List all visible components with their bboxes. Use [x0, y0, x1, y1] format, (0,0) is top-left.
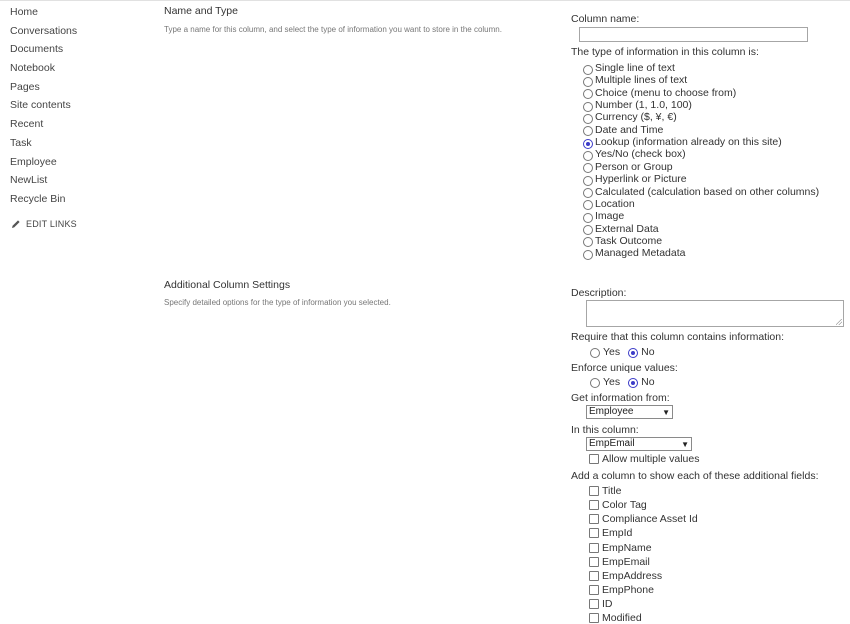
type-radio[interactable]	[583, 163, 593, 173]
additional-field-checkbox[interactable]	[589, 486, 599, 496]
resize-handle[interactable]	[836, 319, 842, 325]
type-option-label: Location	[595, 197, 635, 210]
additional-field-checkbox[interactable]	[589, 613, 599, 623]
unique-radio-group	[590, 375, 663, 388]
type-radio[interactable]	[583, 188, 593, 198]
section-description: Specify detailed options for the type of information you selected.	[164, 298, 391, 307]
additional-field-checkbox[interactable]	[589, 543, 599, 553]
type-option-label: Currency ($, ¥, €)	[595, 111, 677, 124]
unique-label: Enforce unique values:	[571, 362, 678, 374]
additional-field-label: Compliance Asset Id	[602, 513, 698, 526]
type-option-label: Person or Group	[595, 160, 673, 173]
type-option[interactable]	[583, 186, 819, 198]
additional-field-label: Modified	[602, 612, 642, 624]
type-option[interactable]	[583, 235, 662, 247]
get-info-from-value: Employee	[589, 406, 634, 417]
additional-field-option[interactable]	[589, 499, 647, 511]
type-option[interactable]	[583, 111, 677, 123]
additional-field-label: EmpPhone	[602, 584, 654, 597]
type-option-label: Managed Metadata	[595, 247, 686, 260]
type-radio[interactable]	[583, 126, 593, 136]
type-option[interactable]	[583, 247, 685, 259]
type-label: The type of information in this column is:	[571, 46, 759, 58]
additional-field-checkbox[interactable]	[589, 500, 599, 510]
type-option[interactable]	[583, 136, 782, 148]
type-radio[interactable]	[583, 250, 593, 260]
name-and-type-section	[164, 5, 514, 35]
nav-item-recent[interactable]: Recent	[10, 118, 44, 131]
type-option-label: Yes/No (check box)	[595, 148, 686, 161]
type-option-label: Date and Time	[595, 123, 664, 136]
type-radio[interactable]	[583, 237, 593, 247]
type-option[interactable]	[583, 74, 687, 86]
unique-yes-radio[interactable]	[590, 378, 600, 388]
in-this-column-value: EmpEmail	[589, 438, 635, 449]
additional-settings-section	[164, 279, 514, 308]
type-radio[interactable]	[583, 102, 593, 112]
in-this-column-label: In this column:	[571, 424, 639, 436]
in-this-column-select[interactable]	[586, 437, 692, 451]
type-option[interactable]	[583, 223, 659, 235]
type-option-label: External Data	[595, 222, 659, 235]
additional-field-option[interactable]	[589, 612, 642, 624]
type-option-label: Hyperlink or Picture	[595, 173, 687, 186]
type-option[interactable]	[583, 87, 736, 99]
description-label: Description:	[571, 287, 627, 299]
type-option-label: Choice (menu to choose from)	[595, 86, 737, 99]
type-radio[interactable]	[583, 225, 593, 235]
type-option-label: Single line of text	[595, 62, 675, 74]
additional-field-label: EmpId	[602, 527, 633, 540]
pencil-icon	[11, 219, 21, 229]
get-info-from-select[interactable]	[586, 405, 673, 419]
type-radio[interactable]	[583, 213, 593, 223]
require-label: Require that this column contains information:	[571, 331, 785, 343]
unique-yes-option[interactable]	[590, 375, 620, 388]
type-option[interactable]	[583, 173, 687, 185]
section-title: Additional Column Settings	[164, 279, 291, 291]
additional-field-label: Title	[602, 485, 622, 497]
section-description: Type a name for this column, and select the type of information you want to store in the column.	[164, 25, 502, 34]
type-radio[interactable]	[583, 77, 593, 87]
type-radio[interactable]	[583, 176, 593, 186]
allow-multiple-checkbox[interactable]	[589, 454, 599, 464]
require-yes-label: Yes	[603, 345, 621, 358]
column-name-input[interactable]	[579, 27, 808, 42]
type-option[interactable]	[583, 198, 635, 210]
nav-item-documents[interactable]: Documents	[10, 43, 64, 56]
type-option-label: Number (1, 1.0, 100)	[595, 99, 692, 112]
additional-field-label: EmpAddress	[602, 569, 663, 582]
type-radio[interactable]	[583, 139, 593, 149]
require-yes-option[interactable]	[590, 345, 620, 358]
additional-field-checkbox[interactable]	[589, 585, 599, 595]
require-radio-group	[590, 345, 663, 358]
type-option[interactable]	[583, 148, 686, 160]
additional-field-option[interactable]	[589, 598, 613, 610]
unique-no-option[interactable]	[628, 375, 654, 388]
nav-item-recycle-bin[interactable]: Recycle Bin	[10, 192, 66, 205]
nav-item-conversations[interactable]: Conversations	[10, 24, 78, 37]
require-no-option[interactable]	[628, 345, 654, 358]
additional-field-label: EmpEmail	[602, 555, 650, 568]
get-info-from-label: Get information from:	[571, 392, 670, 404]
type-option[interactable]	[583, 99, 692, 111]
additional-field-option[interactable]	[589, 570, 662, 582]
additional-field-checkbox[interactable]	[589, 557, 599, 567]
type-option-label: Task Outcome	[595, 234, 663, 247]
allow-multiple-option[interactable]	[589, 453, 699, 465]
additional-field-checkbox[interactable]	[589, 599, 599, 609]
additional-field-label: ID	[602, 598, 613, 611]
edit-links-label: EDIT LINKS	[26, 219, 77, 229]
section-title: Name and Type	[164, 5, 238, 17]
unique-no-label: No	[641, 375, 655, 388]
require-no-radio[interactable]	[628, 348, 638, 358]
type-radio[interactable]	[583, 89, 593, 99]
nav-item-newlist[interactable]: NewList	[10, 174, 48, 187]
nav-item-task[interactable]: Task	[10, 136, 32, 149]
additional-field-option[interactable]	[589, 485, 621, 497]
column-name-label: Column name:	[571, 13, 640, 25]
unique-yes-label: Yes	[603, 375, 621, 388]
nav-item-home[interactable]: Home	[10, 6, 39, 18]
nav-item-employee[interactable]: Employee	[10, 155, 57, 168]
type-radio[interactable]	[583, 114, 593, 124]
additional-field-label: Color Tag	[602, 499, 647, 512]
type-option[interactable]	[583, 161, 673, 173]
chevron-down-icon: ▼	[681, 440, 689, 449]
type-option[interactable]	[583, 210, 624, 222]
top-divider	[0, 0, 850, 1]
additional-field-checkbox[interactable]	[589, 514, 599, 524]
type-radio[interactable]	[583, 200, 593, 210]
nav-item-pages[interactable]: Pages	[10, 80, 40, 93]
left-navigation	[10, 3, 150, 209]
type-option[interactable]	[583, 62, 675, 74]
additional-field-option[interactable]	[589, 556, 650, 568]
additional-field-option[interactable]	[589, 527, 632, 539]
type-option-label: Lookup (information already on this site)	[595, 136, 782, 149]
nav-item-site-contents[interactable]: Site contents	[10, 99, 71, 112]
edit-links-button[interactable]	[11, 219, 77, 229]
additional-field-option[interactable]	[589, 542, 652, 554]
require-no-label: No	[641, 345, 655, 358]
type-option-label: Image	[595, 210, 625, 223]
type-radio[interactable]	[583, 65, 593, 75]
nav-item-notebook[interactable]: Notebook	[10, 62, 55, 75]
additional-fields-label: Add a column to show each of these additional fields:	[571, 470, 819, 482]
description-textarea[interactable]	[586, 300, 844, 327]
type-option[interactable]	[583, 124, 663, 136]
type-option-label: Calculated (calculation based on other columns)	[595, 185, 820, 198]
unique-no-radio[interactable]	[628, 378, 638, 388]
chevron-down-icon: ▼	[662, 408, 670, 417]
additional-field-option[interactable]	[589, 513, 698, 525]
additional-field-checkbox[interactable]	[589, 571, 599, 581]
type-option-label: Multiple lines of text	[595, 74, 688, 87]
additional-field-checkbox[interactable]	[589, 528, 599, 538]
additional-field-option[interactable]	[589, 584, 654, 596]
type-radio[interactable]	[583, 151, 593, 161]
require-yes-radio[interactable]	[590, 348, 600, 358]
additional-field-label: EmpName	[602, 541, 652, 554]
allow-multiple-label: Allow multiple values	[602, 453, 700, 465]
